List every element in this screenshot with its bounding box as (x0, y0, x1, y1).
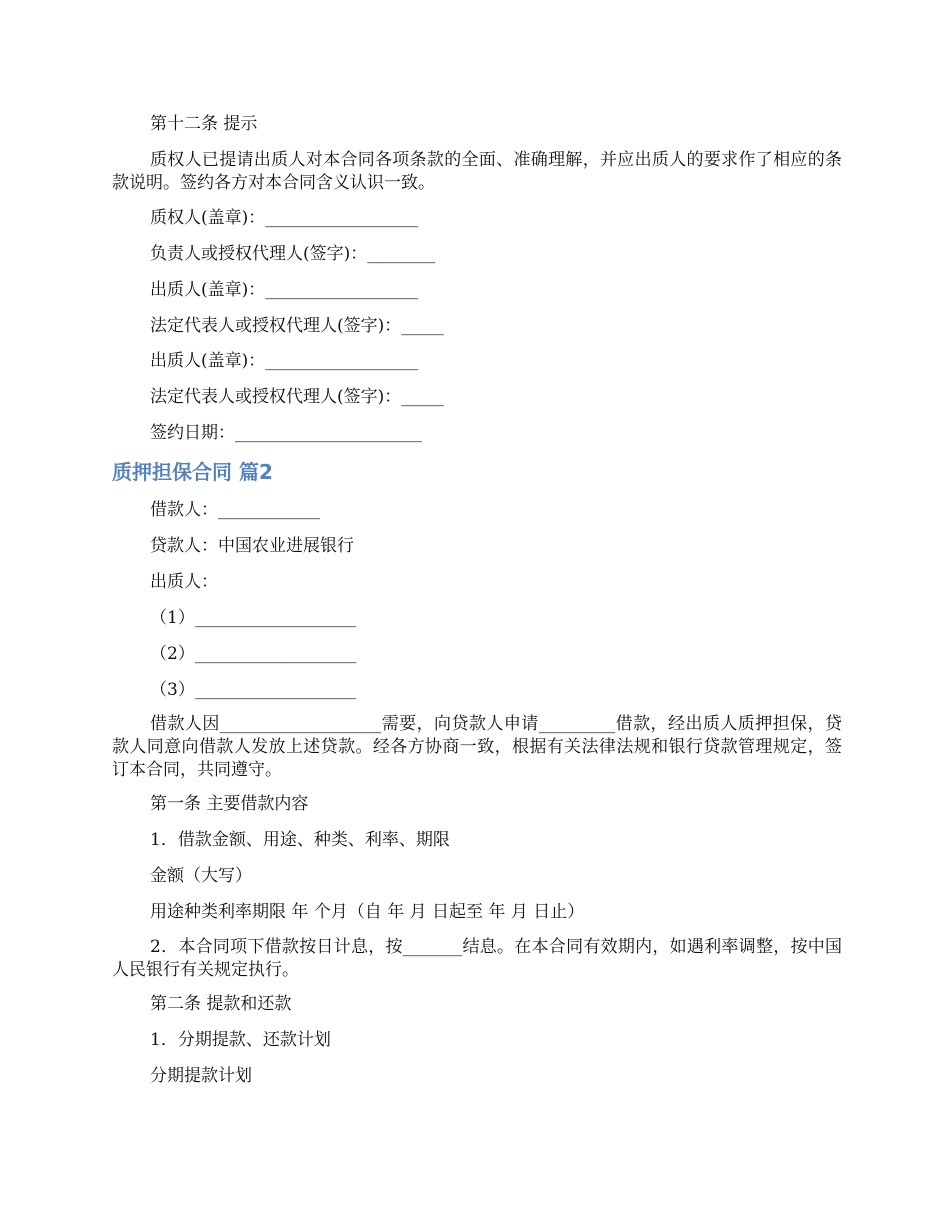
installment-plan-line: 分期提款计划 (150, 1066, 252, 1086)
pledgor-item-1: （1）___________________ (150, 608, 357, 628)
amount-line: 金额（大写） (150, 866, 252, 886)
signature-date-line: 签约日期：______________________ (150, 423, 422, 443)
signature-line-pledgor-1-agent: 法定代表人或授权代理人(签字)：_____ (150, 316, 444, 336)
pledgor-item-3: （3）___________________ (150, 680, 357, 700)
section-heading: 质押担保合同 篇2 (112, 460, 273, 484)
usage-line: 用途种类利率期限 年 个月（自 年 月 日起至 年 月 日止） (150, 902, 585, 922)
article-1-item-2: 2．本合同项下借款按日计息，按_______结息。在本合同有效期内，如遇利率调整，按中国人民银行有关规定执行。 (112, 937, 842, 980)
article-2-item-1: 1．分期提款、还款计划 (150, 1030, 331, 1050)
lender-line: 贷款人：中国农业进展银行 (150, 536, 354, 556)
intro-paragraph: 借款人因___________________需要，向贷款人申请_________借款，经出质人质押担保，贷款人同意向借款人发放上述贷款。经各方协商一致，根据有关法律法规和银行贷款管理规定，签订本合同，共同遵守。 (112, 714, 842, 780)
signature-line-pledgor-2-agent: 法定代表人或授权代理人(签字)：_____ (150, 387, 444, 407)
section-12-paragraph: 质权人已提请出质人对本合同各项条款的全面、准确理解，并应出质人的要求作了相应的条款说明。签约各方对本合同含义认识一致。 (112, 150, 842, 193)
article-1-item-1: 1．借款金额、用途、种类、利率、期限 (150, 830, 450, 850)
pledgor-label: 出质人： (150, 572, 218, 592)
signature-line-pledgor-1: 出质人(盖章)：__________________ (150, 280, 419, 300)
article-2-title: 第二条 提款和还款 (150, 994, 292, 1014)
signature-line-pledgee: 质权人(盖章)：__________________ (150, 208, 419, 228)
section-12-title: 第十二条 提示 (150, 114, 258, 134)
borrower-line: 借款人：____________ (150, 500, 320, 520)
signature-line-pledgor-2: 出质人(盖章)：__________________ (150, 351, 419, 371)
signature-line-pledgee-agent: 负责人或授权代理人(签字)：________ (150, 244, 436, 264)
pledgor-item-2: （2）___________________ (150, 644, 357, 664)
article-1-title: 第一条 主要借款内容 (150, 794, 309, 814)
